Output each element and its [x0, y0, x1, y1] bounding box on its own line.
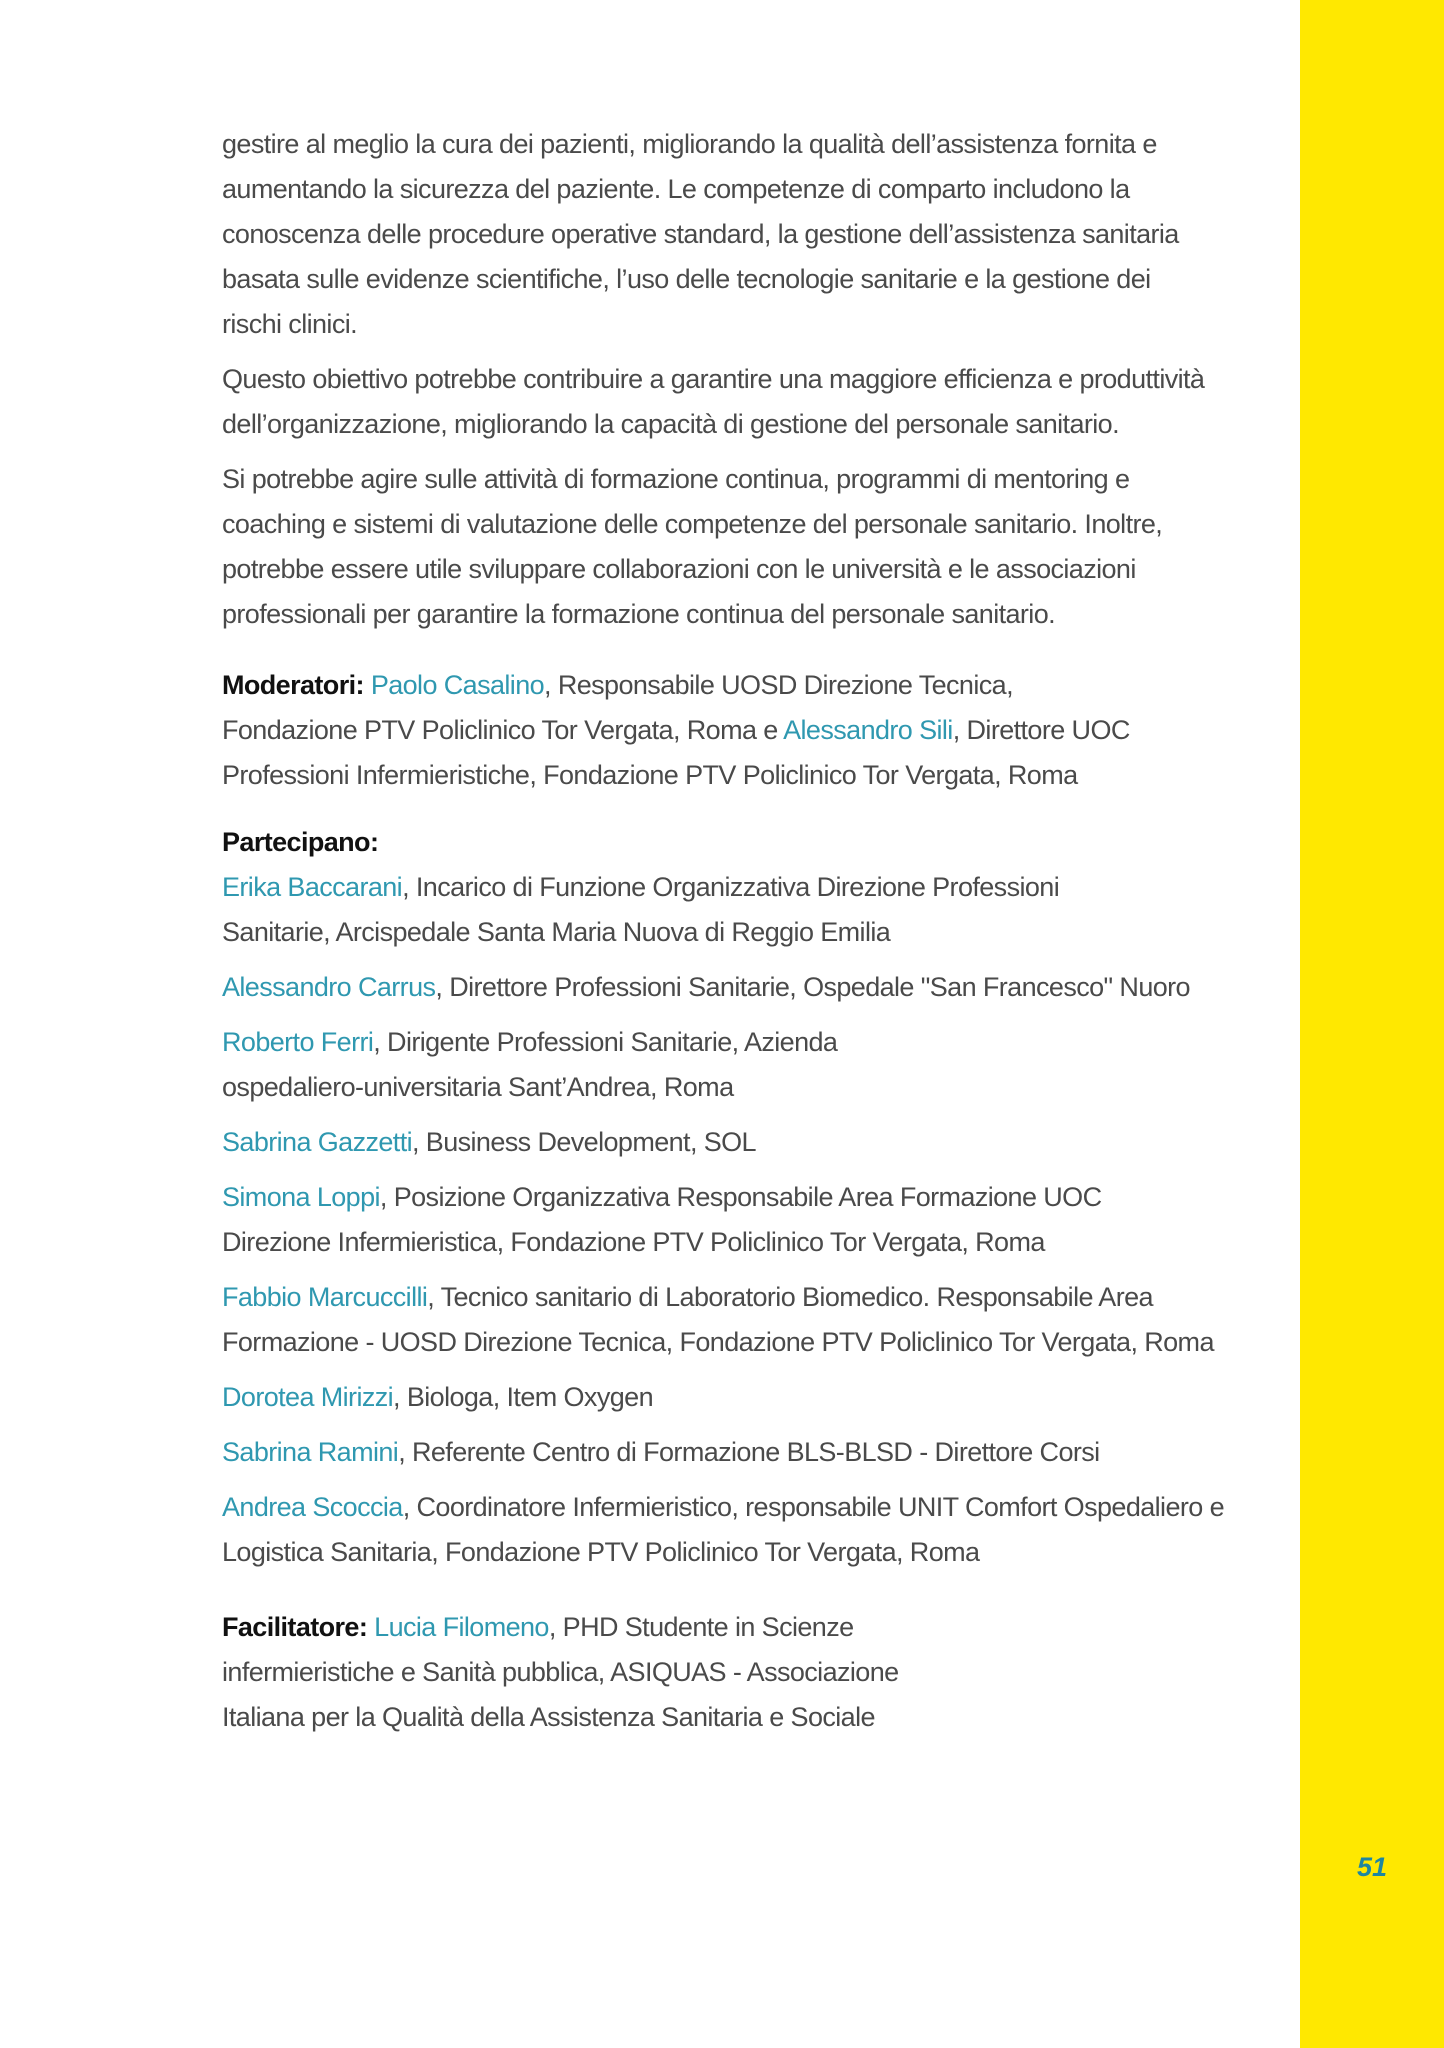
participant-role: , Tecnico sanitario di Laboratorio Biomedico. Responsabile Area Formazione - UOSD Direzione Tecnica, Fondazione PTV Policlinico Tor Vergata, Roma — [222, 1282, 1214, 1357]
intro-paragraph-3: Si potrebbe agire sulle attività di formazione continua, programmi di mentoring e coaching e sistemi di valutazione delle competenze del personale sanitario. Inoltre, potrebbe essere utile sviluppare collaborazioni con le università e le associazioni professionali per garantire la formazione continua del personale sanitario. — [222, 464, 1163, 629]
moderatore-name-2: Alessandro Sili — [783, 715, 953, 745]
participant-name: Sabrina Gazzetti — [222, 1127, 412, 1157]
participant-name: Roberto Ferri — [222, 1027, 374, 1057]
participant-entry — [222, 1020, 942, 1110]
participant-entry — [222, 1375, 1232, 1420]
facilitatore-role: , PHD Studente in Scienze infermieristiche e Sanità pubblica, ASIQUAS - Associazione Italiana per la Qualità della Assistenza Sanitaria e Sociale — [222, 1612, 899, 1732]
facilitatore-name: Lucia Filomeno — [374, 1612, 549, 1642]
participant-role: , Direttore Professioni Sanitarie, Ospedale "San Francesco" Nuoro — [435, 972, 1190, 1002]
participant-name: Erika Baccarani — [222, 872, 403, 902]
participant-entry — [222, 965, 1232, 1010]
participant-role: , Posizione Organizzativa Responsabile Area Formazione UOC Direzione Infermieristica, Fondazione PTV Policlinico Tor Vergata, Roma — [222, 1182, 1102, 1257]
participant-role: , Biologa, Item Oxygen — [393, 1382, 653, 1412]
moderatore-name-1: Paolo Casalino — [370, 670, 545, 700]
page-number: 51 — [1356, 1852, 1388, 1882]
participant-entry — [222, 1485, 1232, 1575]
participant-role: , Business Development, SOL — [412, 1127, 756, 1157]
participant-role: , Referente Centro di Formazione BLS-BLSD - Direttore Corsi — [398, 1437, 1100, 1467]
moderatore-role-2: , Direttore UOC Professioni Infermieristiche, Fondazione PTV Policlinico Tor Vergata, Roma — [222, 715, 1130, 790]
moderatori-label: Moderatori: — [222, 670, 364, 700]
moderatore-role-1: , Responsabile UOSD Direzione Tecnica, Fondazione PTV Policlinico Tor Vergata, Roma e — [222, 670, 1013, 745]
participant-name: Sabrina Ramini — [222, 1437, 399, 1467]
intro-paragraph-2: Questo obiettivo potrebbe contribuire a garantire una maggiore efficienza e produttività dell’organizzazione, migliorando la capacità di gestione del personale sanitario. — [222, 364, 1205, 439]
participant-entry — [222, 1275, 1232, 1365]
page-content — [222, 122, 1232, 1750]
participant-entry — [222, 1430, 1232, 1475]
participant-name: Fabbio Marcuccilli — [222, 1282, 428, 1312]
participant-name: Simona Loppi — [222, 1182, 380, 1212]
yellow-sidebar — [1300, 0, 1444, 2048]
facilitatore-block — [222, 1605, 942, 1740]
participant-name: Dorotea Mirizzi — [222, 1382, 394, 1412]
participant-role: , Incarico di Funzione Organizzativa Direzione Professioni Sanitarie, Arcispedale Santa Maria Nuova di Reggio Emilia — [222, 872, 1060, 947]
partecipano-title: Partecipano: — [222, 827, 379, 857]
participant-entry — [222, 865, 1122, 955]
intro-paragraph-1: gestire al meglio la cura dei pazienti, migliorando la qualità dell’assistenza fornita e aumentando la sicurezza del paziente. Le competenze di comparto includono la conoscenza delle procedure operative standard, la gestione dell’assistenza sanitaria basata sulle evidenze scientifiche, l’uso delle tecnologie sanitarie e la gestione dei rischi clinici. — [222, 129, 1179, 339]
participant-role: , Dirigente Professioni Sanitarie, Azienda ospedaliero-universitaria Sant’Andrea, Roma — [222, 1027, 838, 1102]
participant-entry — [222, 1175, 1142, 1265]
participant-name: Andrea Scoccia — [222, 1492, 403, 1522]
participant-name: Alessandro Carrus — [222, 972, 436, 1002]
facilitatore-label: Facilitatore: — [222, 1612, 368, 1642]
moderatori-block — [222, 663, 1142, 798]
participant-role: , Coordinatore Infermieristico, responsabile UNIT Comfort Ospedaliero e Logistica Sanitaria, Fondazione PTV Policlinico Tor Vergata, Roma — [222, 1492, 1224, 1567]
participant-entry — [222, 1120, 1232, 1165]
